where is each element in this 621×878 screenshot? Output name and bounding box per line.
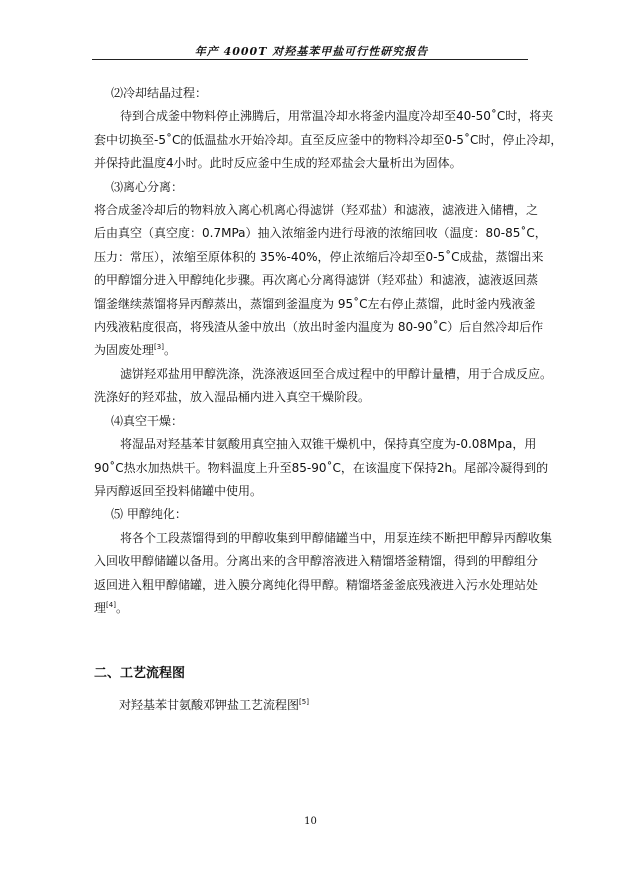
reference-3: [3] bbox=[154, 343, 164, 352]
running-header: 年产 4000T 对羟基苯甲盐可行性研究报告 bbox=[194, 45, 429, 58]
cooling-line-2: 套中切换至-5˚C的低温盐水开始冷却。直至反应釜中的物料冷却至0-5˚C时，停止冷却， bbox=[94, 132, 563, 147]
flowchart-caption bbox=[94, 694, 530, 717]
centrifuge-line-3: 压力：常压），浓缩至原体积的 35%-40%，停止浓缩后冷却至0-5˚C成盐，蒸馏出来 bbox=[94, 249, 544, 264]
page-number: 10 bbox=[304, 816, 317, 827]
header-rule bbox=[92, 59, 528, 60]
centrifuge-line-7-text: 为固废处理 bbox=[94, 343, 155, 358]
cooling-line-3: 并保持此温度4小时。此时反应釜中生成的羟邓盐会大量析出为固体。 bbox=[94, 156, 462, 171]
drying-line-1: 将湿品对羟基苯甘氨酸用真空抽入双锥干燥机中，保持真空度为-0.08Mpa，用 bbox=[120, 437, 537, 452]
reference-4: [4] bbox=[106, 600, 116, 609]
centrifuge-line-2: 后由真空（真空度：0.7MPa）抽入浓缩釜内进行母液的浓缩回收（温度：80-85˚C， bbox=[94, 226, 547, 241]
page-content bbox=[94, 82, 563, 718]
methanol-line-4 bbox=[94, 597, 530, 620]
drying-line-2: 90˚C热水加热烘干。物料温度上升至85-90˚C，在该温度下保持2h。尾部冷凝得到的 bbox=[94, 460, 549, 475]
centrifuge-line-7-tail: 。 bbox=[163, 343, 176, 358]
drying-heading: ⑷真空干燥： bbox=[111, 413, 184, 428]
methanol-line-2: 入回收甲醇储罐以备用。分离出来的含甲醇溶液进入精馏塔釜精馏，得到的甲醇组分 bbox=[94, 554, 539, 569]
centrifuge-line-7 bbox=[94, 339, 530, 362]
methanol-line-1: 将各个工段蒸馏得到的甲醇收集到甲醇储罐当中，用泵连续不断把甲醇异丙醇收集 bbox=[120, 530, 553, 545]
cooling-heading: ⑵冷却结晶过程： bbox=[111, 86, 208, 100]
methanol-line-3: 返回进入粗甲醇储罐，进入膜分离纯化得甲醇。精馏塔釜釜底残液进入污水处理站处 bbox=[94, 577, 539, 592]
centrifuge-line-1: 将合成釜冷却后的物料放入离心机离心得滤饼（羟邓盐）和滤液，滤液进入储槽，之 bbox=[94, 203, 539, 218]
flowchart-section-heading: 二、工艺流程图 bbox=[94, 666, 186, 682]
cooling-line-1: 待到合成釜中物料停止沸腾后，用常温冷却水将釜内温度冷却至40-50˚C时，将夹 bbox=[120, 109, 554, 124]
centrifuge-line-5: 馏釜继续蒸馏将异丙醇蒸出，蒸馏到釜温度为 95˚C左右停止蒸馏，此时釜内残液釜 bbox=[94, 296, 536, 311]
reference-5: [5] bbox=[299, 698, 309, 707]
methanol-line-4-tail: 。 bbox=[115, 600, 128, 615]
methanol-line-4-text: 理 bbox=[94, 600, 107, 615]
centrifuge-line-6: 内残液粘度很高，将残渣从釜中放出（放出时釜内温度为 80-90˚C）后自然冷却后作 bbox=[94, 320, 544, 335]
flowchart-caption-text: 对羟基苯甘氨酸邓钾盐工艺流程图 bbox=[119, 698, 300, 713]
centrifuge-heading: ⑶离心分离： bbox=[111, 179, 184, 194]
methanol-heading: ⑸ 甲醇纯化： bbox=[111, 507, 187, 522]
section-gap bbox=[94, 620, 530, 662]
wash-line-2: 洗涤好的羟邓盐，放入湿品桶内进入真空干燥阶段。 bbox=[94, 390, 371, 405]
wash-line-1: 滤饼羟邓盐用甲醇洗涤，洗涤液返回至合成过程中的甲醇计量槽，用于合成反应。 bbox=[120, 366, 553, 381]
centrifuge-line-4: 的甲醇馏分进入甲醇纯化步骤。再次离心分离得滤饼（羟邓盐）和滤液，滤液返回蒸 bbox=[94, 273, 539, 288]
drying-line-3: 异丙醇返回至投料储罐中使用。 bbox=[94, 483, 263, 498]
